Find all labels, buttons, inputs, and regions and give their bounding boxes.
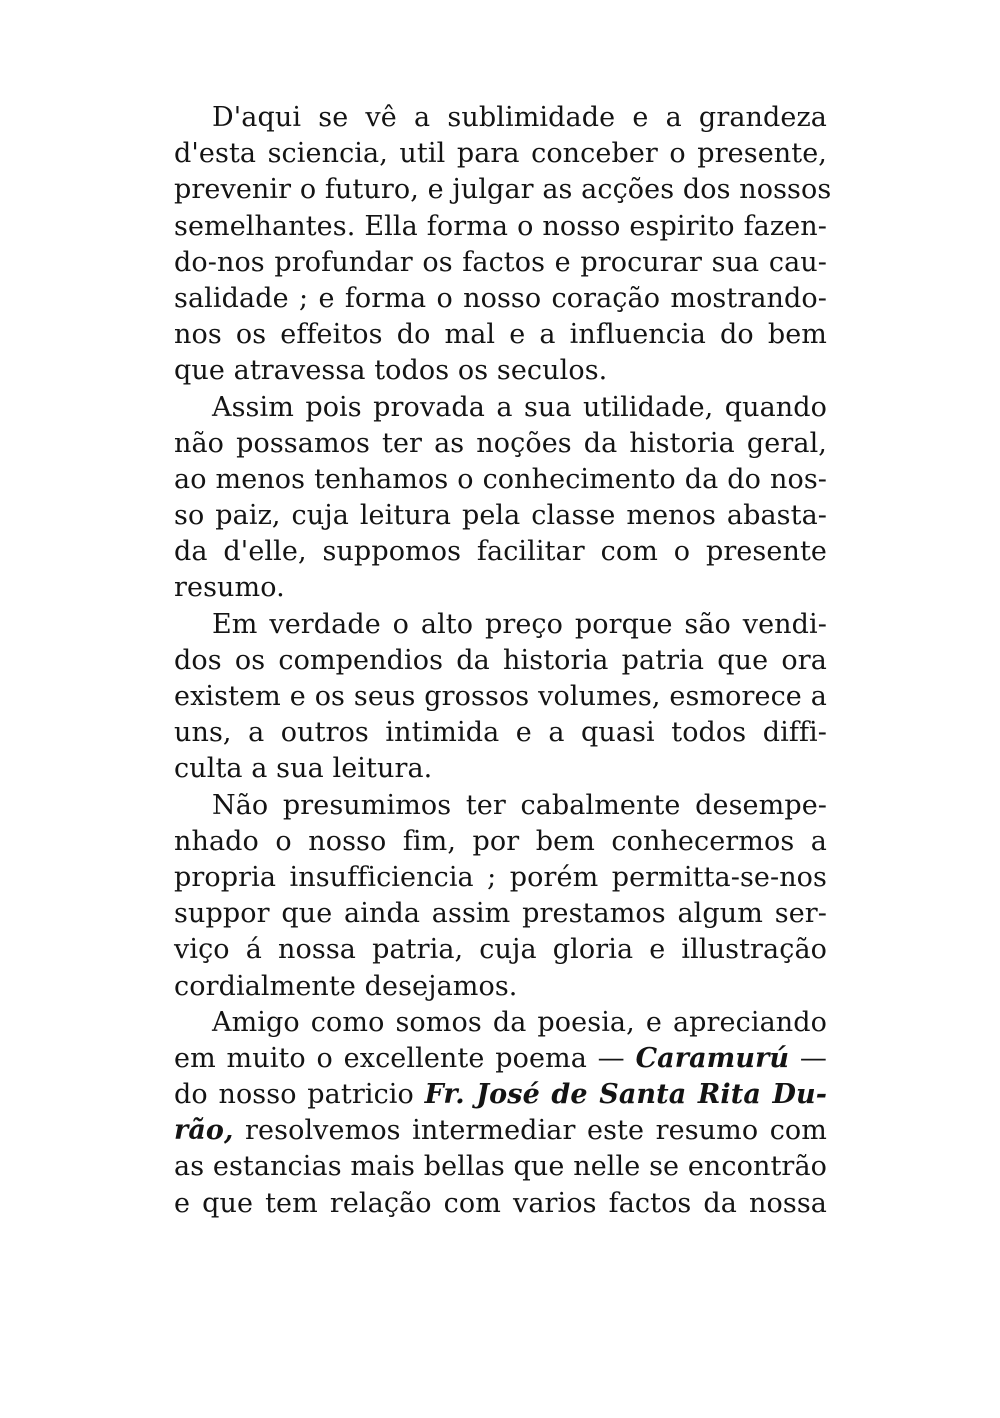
text-line: que atravessa todos os seculos. xyxy=(174,355,608,387)
text-line: d'esta sciencia, util para conceber o presente, xyxy=(174,138,827,170)
text-line xyxy=(174,1041,827,1077)
author-name: Fr. José de Santa Rita Du- xyxy=(424,1079,828,1111)
text-line: prevenir o futuro, e julgar as acções dos nossos xyxy=(174,174,832,206)
line-text: — xyxy=(789,1042,827,1074)
line-text: do nosso patricio xyxy=(174,1079,425,1111)
text-line xyxy=(174,1077,827,1113)
poem-title: Caramurú xyxy=(635,1042,790,1074)
text-line: propria insufficiencia ; porém permitta-se-nos xyxy=(174,861,827,893)
text-line: e que tem relação com varios factos da nossa xyxy=(174,1187,827,1219)
text-line: culta a sua leitura. xyxy=(174,753,433,785)
text-line: as estancias mais bellas que nelle se encontrão xyxy=(174,1151,827,1183)
text-line: ao menos tenhamos o conhecimento da do nos- xyxy=(174,463,827,495)
author-name-cont: rão, xyxy=(174,1115,234,1147)
text-line: resumo. xyxy=(174,572,285,604)
paragraph-2 xyxy=(174,390,827,607)
text-line: suppor que ainda assim prestamos algum ser- xyxy=(174,898,827,930)
paragraph-3 xyxy=(174,607,827,788)
text-line: dos os compendios da historia patria que ora xyxy=(174,644,827,676)
text-line xyxy=(174,1113,827,1149)
paragraph-4 xyxy=(174,788,827,1005)
text-line: da d'elle, suppomos facilitar com o presente xyxy=(174,536,827,568)
text-line: salidade ; e forma o nosso coração mostrando- xyxy=(174,282,827,314)
text-line: semelhantes. Ella forma o nosso espirito fazen- xyxy=(174,210,827,242)
text-line: Assim pois provada a sua utilidade, quando xyxy=(212,391,827,423)
text-line: nos os effeitos do mal e a influencia do bem xyxy=(174,319,827,351)
body-text xyxy=(174,100,832,1222)
text-line: Amigo como somos da poesia, e apreciando xyxy=(212,1006,827,1038)
text-line: cordialmente desejamos. xyxy=(174,970,518,1002)
line-text: em muito o excellente poema — xyxy=(174,1042,636,1074)
text-line: nhado o nosso fim, por bem conhecermos a xyxy=(174,825,827,857)
text-line: não possamos ter as noções da historia geral, xyxy=(174,427,827,459)
text-line: existem e os seus grossos volumes, esmorece a xyxy=(174,681,827,712)
text-line: D'aqui se vê a sublimidade e a grandeza xyxy=(212,102,827,133)
paragraph-1 xyxy=(174,100,832,390)
line-text: resolvemos intermediar este resumo com xyxy=(233,1115,827,1147)
text-line: uns, a outros intimida e a quasi todos diffi- xyxy=(174,717,827,749)
text-line: Em verdade o alto preço porque são vendi- xyxy=(212,608,827,640)
paragraph-5 xyxy=(174,1005,827,1222)
text-line: so paiz, cuja leitura pela classe menos abasta- xyxy=(174,500,827,532)
text-line: Não presumimos ter cabalmente desempe- xyxy=(212,789,827,821)
text-line: do-nos profundar os factos e procurar sua cau- xyxy=(174,246,827,278)
text-line: viço á nossa patria, cuja gloria e illustração xyxy=(174,934,827,966)
